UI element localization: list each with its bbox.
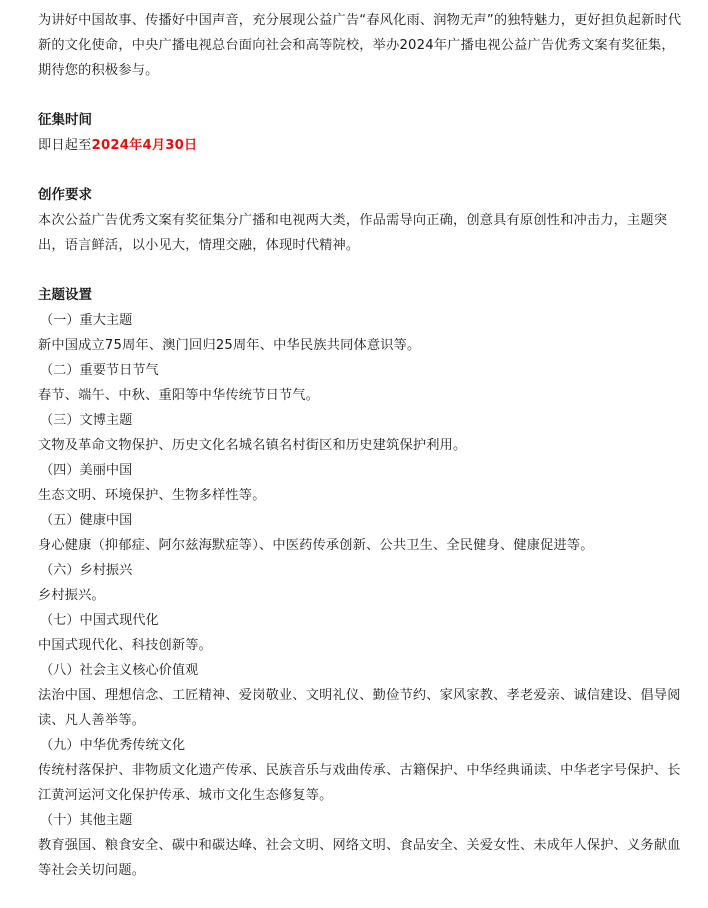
collection-time-text	[38, 133, 686, 158]
requirements-text: 本次公益广告优秀文案有奖征集分广播和电视两大类，作品需导向正确，创意具有原创性和冲击力，主题突出，语言鲜活，以小见大，情理交融，体现时代精神。	[38, 213, 668, 253]
theme-desc: 生态文明、环境保护、生物多样性等。	[38, 488, 266, 503]
theme-desc: 文物及革命文物保护、历史文化名城名镇名村街区和历史建筑保护利用。	[38, 438, 467, 453]
spacer	[38, 158, 686, 183]
theme-title: （七）中国式现代化	[40, 613, 159, 628]
requirements-heading: 创作要求	[38, 187, 92, 203]
theme-title: （九）中华优秀传统文化	[40, 738, 186, 753]
collection-deadline: 2024年4月30日	[91, 138, 198, 153]
theme-desc: 传统村落保护、非物质文化遗产传承、民族音乐与戏曲传承、古籍保护、中华经典诵读、中华老字号保护、长江黄河运河文化保护传承、城市文化生态修复等。	[38, 763, 681, 803]
intro-paragraph: 为讲好中国故事、传播好中国声音，充分展现公益广告“春风化雨、润物无声”的独特魅力，更好担负起新时代新的文化使命，中央广播电视总台面向社会和高等院校，举办2024年广播电视公益广告优秀文案有奖征集，期待您的积极参与。	[38, 13, 682, 78]
theme-title: （一）重大主题	[40, 313, 133, 328]
theme-desc: 中国式现代化、科技创新等。	[38, 638, 213, 653]
themes-list	[38, 308, 686, 883]
spacer	[38, 258, 686, 283]
theme-title: （十）其他主题	[40, 813, 133, 828]
theme-desc: 春节、端午、中秋、重阳等中华传统节日节气。	[38, 388, 320, 403]
theme-title: （二）重要节日节气	[40, 363, 159, 378]
theme-title: （三）文博主题	[40, 413, 133, 428]
theme-desc: 身心健康（抑郁症、阿尔兹海默症等）、中医药传承创新、公共卫生、全民健身、健康促进等。	[38, 538, 594, 553]
theme-desc: 新中国成立75周年、澳门回归25周年、中华民族共同体意识等。	[38, 338, 421, 353]
collection-time-heading: 征集时间	[38, 112, 92, 128]
theme-desc: 法治中国、理想信念、工匠精神、爱岗敬业、文明礼仪、勤俭节约、家风家教、孝老爱亲、诚信建设、倡导阅读、凡人善举等。	[38, 688, 681, 728]
themes-heading: 主题设置	[38, 287, 92, 303]
collection-time-prefix: 即日起至	[38, 138, 92, 153]
theme-desc: 教育强国、粮食安全、碳中和碳达峰、社会文明、网络文明、食品安全、关爱女性、未成年人保护、义务献血等社会关切问题。	[38, 838, 681, 878]
theme-title: （六）乡村振兴	[40, 563, 133, 578]
theme-title: （五）健康中国	[40, 513, 133, 528]
theme-title: （四）美丽中国	[40, 463, 133, 478]
theme-desc: 乡村振兴。	[38, 588, 105, 603]
spacer	[38, 83, 686, 108]
theme-title: （八）社会主义核心价值观	[40, 663, 199, 678]
